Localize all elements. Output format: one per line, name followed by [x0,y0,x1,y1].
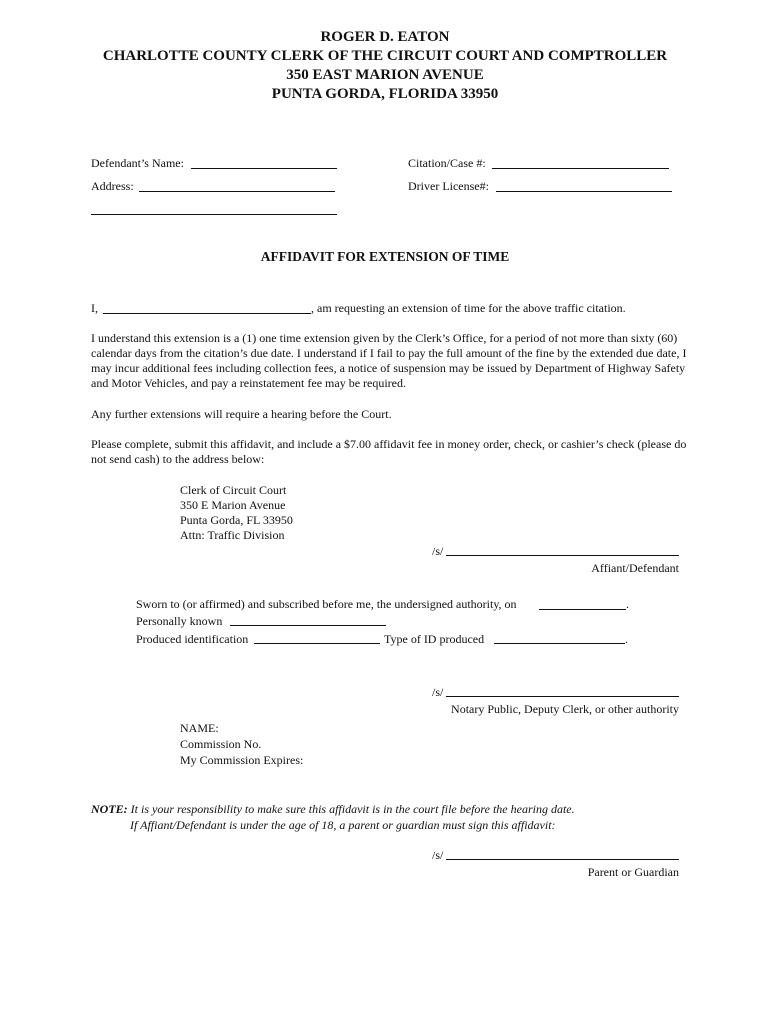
note-label: NOTE: [91,802,128,816]
mailing-address-line-1: Clerk of Circuit Court [180,483,287,497]
type-of-id-suffix: . [625,632,628,646]
notary-details [180,720,303,768]
note-line-2: If Affiant/Defendant is under the age of 18, a parent or guardian must sign this affidavit: [130,818,556,832]
driver-license-field[interactable] [496,191,672,192]
guardian-signature-field[interactable] [446,859,679,860]
notary-signature-prefix: /s/ [432,685,444,699]
submit-instructions-paragraph: Please complete, submit this affidavit, and include a $7.00 affidavit fee in money order, check, or cashier’s check (please do not send cash) to the address below: [91,437,687,466]
notary-signature-field[interactable] [446,696,679,697]
notary-name-label: NAME: [180,721,219,735]
address-label: Address: [91,179,134,193]
clerk-header [0,28,770,104]
note-line-1 [91,802,575,817]
note-text-1: It is your responsibility to make sure this affidavit is in the court file before the hearing date. [127,802,575,816]
notary-signature-label: Notary Public, Deputy Clerk, or other authority [451,702,679,716]
guardian-signature-prefix: /s/ [432,848,444,862]
header-line-3: 350 EAST MARION AVENUE [286,67,484,83]
personally-known-label: Personally known [136,614,223,628]
header-line-2: CHARLOTTE COUNTY CLERK OF THE CIRCUIT COURT AND COMPTROLLER [102,48,668,64]
mailing-address-line-4: Attn: Traffic Division [180,528,285,542]
citation-field[interactable] [492,168,669,169]
driver-license-label: Driver License#: [408,179,489,193]
defendant-name-field[interactable] [191,168,337,169]
header-line-1: ROGER D. EATON [320,29,450,45]
produced-identification-label: Produced identification [136,632,249,646]
defendant-name-label: Defendant’s Name: [91,156,184,170]
affiant-signature-prefix: /s/ [432,544,444,558]
address-field[interactable] [139,191,335,192]
address-field-line-2[interactable] [91,214,337,215]
affiant-signature-label: Affiant/Defendant [591,561,679,575]
mailing-address-line-2: 350 E Marion Avenue [180,498,286,512]
request-suffix: , am requesting an extension of time for the above traffic citation. [311,301,626,315]
personally-known-field[interactable] [230,625,386,626]
mailing-address-line-3: Punta Gorda, FL 33950 [180,513,293,527]
affiant-signature-field[interactable] [446,555,679,556]
produced-identification-field[interactable] [254,643,380,644]
guardian-signature-label: Parent or Guardian [587,865,679,879]
further-extensions-paragraph: Any further extensions will require a hearing before the Court. [91,407,392,421]
affiant-name-field[interactable] [103,313,311,314]
commission-expires-label: My Commission Expires: [180,753,304,767]
sworn-date-field[interactable] [539,609,626,610]
commission-number-label: Commission No. [180,737,262,751]
mailing-address [180,483,293,543]
type-of-id-label: Type of ID produced [384,632,485,646]
sworn-statement: Sworn to (or affirmed) and subscribed before me, the undersigned authority, on [136,597,517,611]
type-of-id-field[interactable] [494,643,625,644]
request-prefix: I, [91,301,98,315]
citation-label: Citation/Case #: [408,156,486,170]
header-line-4: PUNTA GORDA, FLORIDA 33950 [271,86,499,102]
understand-paragraph: I understand this extension is a (1) one time extension given by the Clerk’s Office, for a period of not more than sixty (60) calendar days from the citation’s due date. I understand if I fail to pay the full amount of the fine by the extended due date, I may incur additional fees including collection fees, a notice of suspension may be issued by Department of Highway Safety and Motor Vehicles, and pay a reinstatement fee may be required. [91,331,687,390]
sworn-suffix: . [626,597,629,611]
page-title: AFFIDAVIT FOR EXTENSION OF TIME [260,249,510,264]
